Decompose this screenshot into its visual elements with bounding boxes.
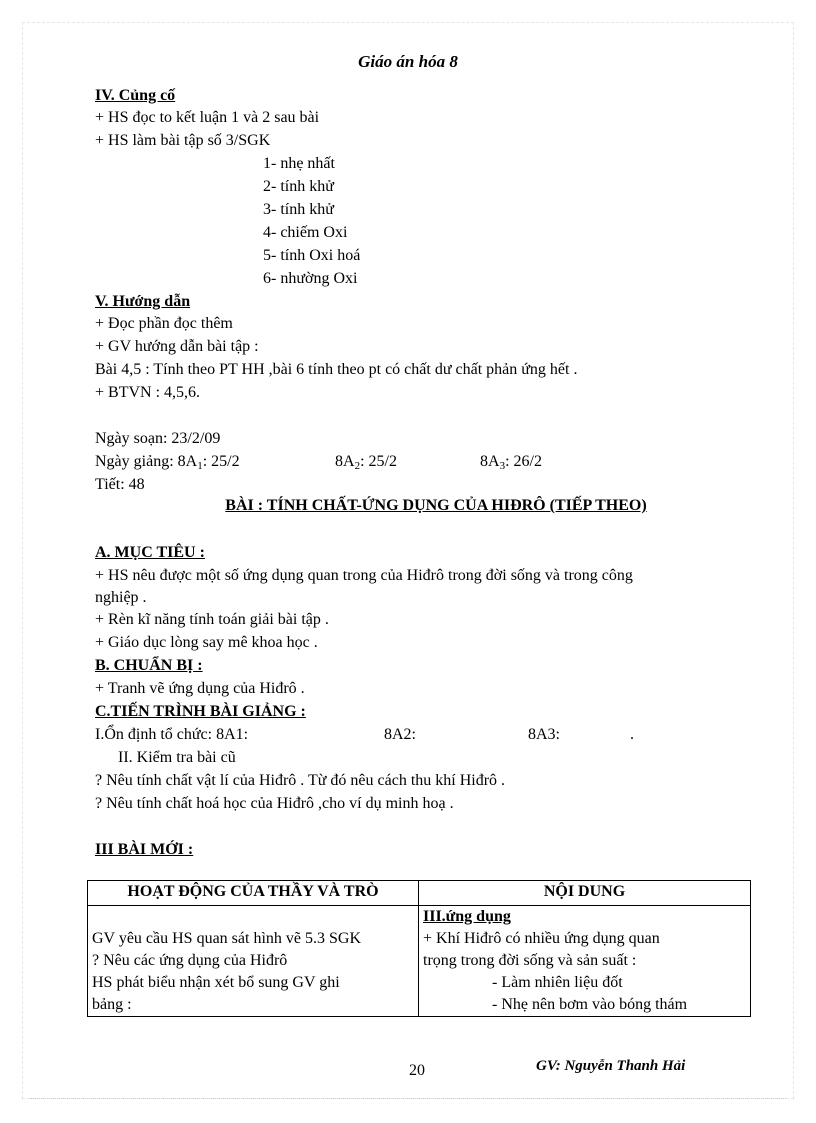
- section-4-line: + HS đọc to kết luận 1 và 2 sau bài: [95, 109, 320, 126]
- bottom-rule: [30, 1098, 786, 1099]
- prep-date: Ngày soạn: 23/2/09: [95, 430, 221, 447]
- class-1: $8A_1$: 25/2: [177, 453, 240, 472]
- activity-cell: [88, 906, 419, 1017]
- content-line: + Khí Hiđrô có nhiều ứng dụng quan: [423, 930, 660, 947]
- answer-item: 1- nhẹ nhất: [263, 155, 335, 172]
- organization-8a2: 8A2:: [384, 726, 416, 743]
- content-line: trọng trong đời sống và sản suất :: [423, 952, 637, 969]
- col2-header: NỘI DUNG: [419, 881, 751, 906]
- objective-line: + HS nêu được một số ứng dụng quan trong của Hiđrô trong đời sống và trong công: [95, 567, 633, 584]
- content-cell: [419, 906, 751, 1017]
- section-5-line: + GV hướng dẫn bài tập :: [95, 338, 259, 355]
- content-list-item: - Nhẹ nên bơm vào bóng thám: [492, 996, 688, 1013]
- activity-line: bảng :: [92, 996, 132, 1013]
- check-question: ? Nêu tính chất hoá học của Hiđrô ,cho ví dụ minh hoạ .: [95, 795, 454, 812]
- process-heading: C.TIẾN TRÌNH BÀI GIẢNG :: [95, 703, 306, 720]
- answer-item: 6- nhường Oxi: [263, 270, 358, 287]
- activity-line: GV yêu cầu HS quan sát hình vẽ 5.3 SGK: [92, 930, 362, 947]
- section-4-heading: IV. Củng cố: [95, 87, 176, 104]
- organization-line: I.Ổn định tổ chức: 8A1:: [95, 726, 249, 743]
- content-list-item: - Làm nhiên liệu đốt: [492, 974, 623, 991]
- objective-line: nghiệp .: [95, 589, 147, 606]
- section-5-line: Bài 4,5 : Tính theo PT HH ,bài 6 tính theo pt có chất dư chất phản ứng hết .: [95, 361, 578, 378]
- activity-line: HS phát biểu nhận xét bổ sung GV ghi: [92, 974, 340, 991]
- activity-line: ? Nêu các ứng dụng của Hiđrô: [92, 952, 288, 969]
- teach-label: Ngày giảng:: [95, 453, 174, 470]
- answer-item: 5- tính Oxi hoá: [263, 247, 361, 264]
- section-5-line: + BTVN : 4,5,6.: [95, 384, 201, 401]
- answer-item: 2- tính khử: [263, 178, 334, 195]
- page-number: 20: [409, 1062, 425, 1079]
- organization-dot: .: [630, 726, 634, 743]
- table-row: [88, 906, 751, 1017]
- lesson-title: BÀI : TÍNH CHẤT-ỨNG DỤNG CỦA HIĐRÔ (TIẾP THEO): [225, 497, 647, 514]
- objective-line: + Rèn kĩ năng tính toán giải bài tập .: [95, 611, 329, 628]
- table-header-row: [88, 881, 751, 906]
- new-lesson-heading: III BÀI MỚI :: [95, 841, 194, 858]
- answer-item: 4- chiếm Oxi: [263, 224, 348, 241]
- objectives-heading: A. MỤC TIÊU :: [95, 544, 205, 561]
- check-question: ? Nêu tính chất vật lí của Hiđrô . Từ đó nêu cách thu khí Hiđrô .: [95, 772, 506, 789]
- section-5-heading: V. Hướng dẫn: [95, 293, 191, 310]
- period: Tiết: 48: [95, 476, 145, 493]
- objective-line: + Giáo dục lòng say mê khoa học .: [95, 634, 318, 651]
- page-header: Giáo án hóa 8: [358, 52, 458, 71]
- organization-8a3: 8A3:: [528, 726, 560, 743]
- col1-header: HOẠT ĐỘNG CỦA THẦY VÀ TRÒ: [88, 881, 419, 906]
- preparation-line: + Tranh vẽ ứng dụng của Hiđrô .: [95, 680, 305, 697]
- class-2: $8A_2$: 25/2: [335, 453, 397, 472]
- footer-author: GV: Nguyễn Thanh Hải: [536, 1058, 686, 1074]
- preparation-heading: B. CHUẨN BỊ :: [95, 657, 203, 674]
- lesson-table: [87, 880, 751, 1017]
- content-heading: III.ứng dụng: [423, 908, 511, 925]
- answer-item: 3- tính khử: [263, 201, 334, 218]
- class-3: $8A_3$: 26/2: [480, 453, 542, 472]
- section-4-line: + HS làm bài tập số 3/SGK: [95, 132, 271, 149]
- check-heading: II. Kiểm tra bài cũ: [118, 749, 236, 766]
- section-5-line: + Đọc phần đọc thêm: [95, 315, 233, 332]
- teach-dates: [95, 452, 240, 472]
